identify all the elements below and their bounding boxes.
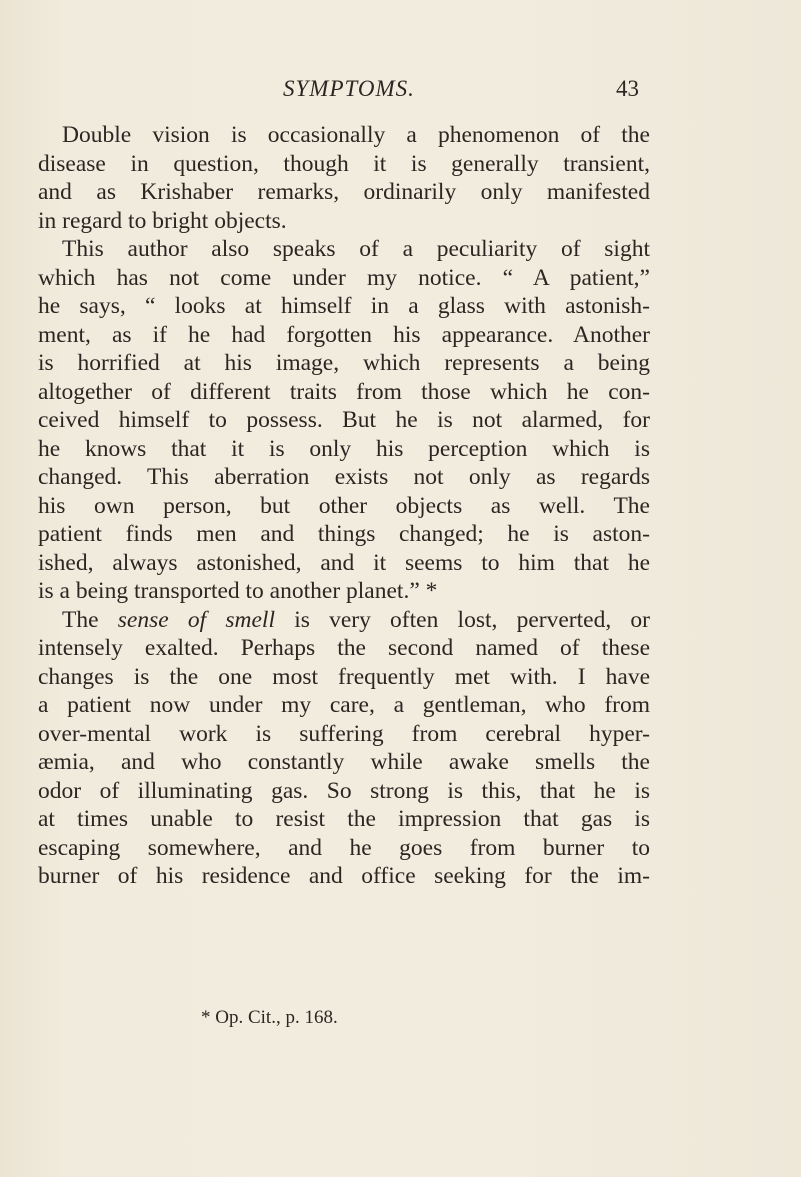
text-line: his own person, but other objects as well. The: [38, 492, 650, 519]
text-line: Double vision is occasionally a phenomenon of the: [62, 122, 650, 148]
text-line: changed. This aberration exists not only as regards: [38, 464, 650, 490]
text-line: This author also speaks of a peculiarity of sight: [62, 236, 650, 262]
footnote: * Op. Cit., p. 168.: [201, 1007, 338, 1028]
text-line: and as Krishaber remarks, ordinarily only manifested: [38, 179, 650, 205]
text-line: which has not come under my notice. “ A patient,”: [38, 264, 650, 291]
text-line: is a being transported to another planet.” *: [38, 578, 438, 604]
text-line: a patient now under my care, a gentleman, who from: [38, 692, 650, 718]
text-line: ished, always astonished, and it seems to him that he: [38, 549, 650, 576]
text-line: altogether of different traits from those which he con-: [38, 378, 650, 405]
italic-phrase: sense of smell: [117, 606, 275, 633]
text-line: patient finds men and things changed; he is aston-: [38, 521, 650, 547]
text-line: æmia, and who constantly while awake smells the: [38, 749, 650, 775]
text-line: disease in question, though it is generally transient,: [38, 150, 650, 177]
text-line: at times unable to resist the impression that gas is: [38, 806, 650, 832]
text-line: over-mental work is suffering from cerebral hyper-: [38, 720, 650, 747]
page-header: [0, 76, 801, 108]
text-segment: The: [62, 606, 118, 633]
text-line: is horrified at his image, which represents a being: [38, 350, 650, 376]
text-line: [38, 606, 650, 635]
body-text: [38, 121, 650, 891]
text-line: escaping somewhere, and he goes from burner to: [38, 834, 650, 861]
text-line: odor of illuminating gas. So strong is this, that he is: [38, 777, 650, 804]
running-title: SYMPTOMS.: [283, 76, 415, 101]
text-line: intensely exalted. Perhaps the second named of these: [38, 635, 650, 661]
text-line: changes is the one most frequently met with. I have: [38, 663, 650, 690]
text-line: he knows that it is only his perception which is: [38, 435, 650, 462]
text-line: burner of his residence and office seeking for the im-: [38, 863, 650, 889]
text-line: ment, as if he had forgotten his appearance. Another: [38, 321, 650, 348]
text-segment: is very often lost, perverted, or: [274, 606, 650, 633]
text-line: he says, “ looks at himself in a glass with astonish-: [38, 293, 650, 319]
page-number: 43: [616, 76, 639, 101]
text-line: ceived himself to possess. But he is not alarmed, for: [38, 407, 650, 433]
text-line: in regard to bright objects.: [38, 207, 287, 234]
